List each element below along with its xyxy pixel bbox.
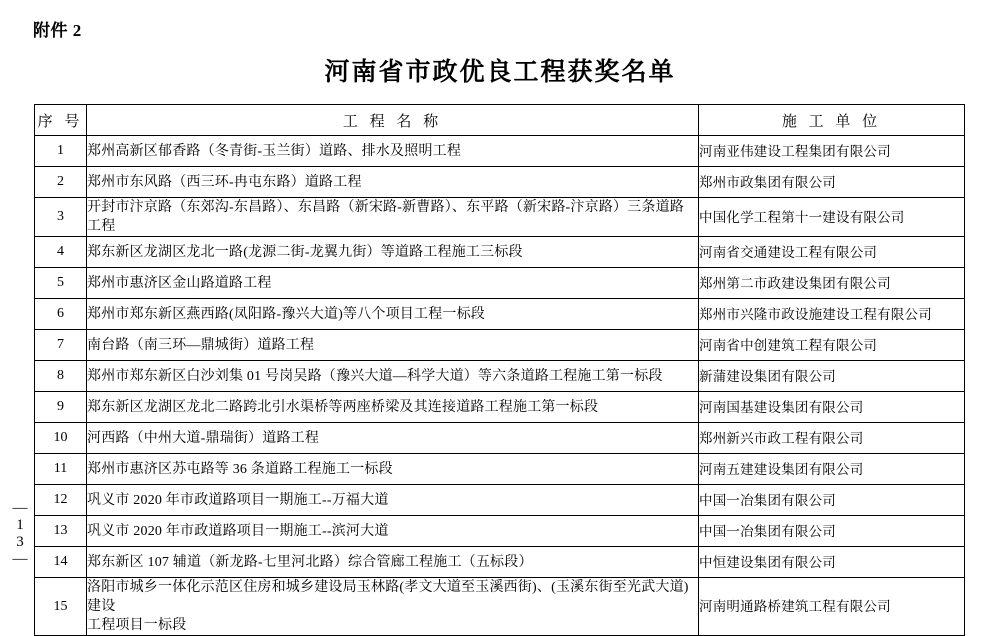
cell-no: 15 [35, 578, 87, 636]
cell-project-name: 河西路（中州大道-鼎瑞街）道路工程 [87, 423, 699, 454]
cell-no: 6 [35, 299, 87, 330]
page-number [6, 500, 34, 568]
table-row [35, 361, 965, 392]
cell-project-name: 郑东新区龙湖区龙北二路跨北引水渠桥等两座桥梁及其连接道路工程施工第一标段 [87, 392, 699, 423]
cell-no: 5 [35, 268, 87, 299]
cell-no: 9 [35, 392, 87, 423]
table-row [35, 299, 965, 330]
table-row [35, 423, 965, 454]
cell-construction-unit: 河南五建建设集团有限公司 [699, 454, 965, 485]
column-header-no: 序 号 [35, 105, 87, 136]
cell-project-name-line: 洛阳市城乡一体化示范区住房和城乡建设局玉林路(孝文大道至玉溪西街)、(玉溪东街至光武大道)建设 [87, 580, 689, 614]
cell-construction-unit: 中国化学工程第十一建设有限公司 [699, 198, 965, 237]
page-number-char-1: — [12, 500, 28, 516]
page-number-char-3: 3 [16, 534, 24, 550]
cell-no: 3 [35, 198, 87, 237]
cell-construction-unit: 河南亚伟建设工程集团有限公司 [699, 136, 965, 167]
cell-project-name: 郑东新区 107 辅道（新龙路-七里河北路）综合管廊工程施工（五标段） [87, 547, 699, 578]
cell-project-name: 开封市汴京路（东郊沟-东昌路）、东昌路（新宋路-新曹路）、东平路（新宋路-汴京路）三条道路工程 [87, 198, 699, 237]
table-row [35, 268, 965, 299]
cell-construction-unit: 郑州第二市政建设集团有限公司 [699, 268, 965, 299]
table-body [35, 136, 965, 636]
cell-no: 10 [35, 423, 87, 454]
page-number-char-4: — [12, 551, 28, 567]
cell-construction-unit: 河南省中创建筑工程有限公司 [699, 330, 965, 361]
table-row [35, 136, 965, 167]
table-row [35, 485, 965, 516]
cell-project-name: 郑州市郑东新区白沙刘集 01 号岗吴路（豫兴大道—科学大道）等六条道路工程施工第一标段 [87, 361, 699, 392]
cell-no: 14 [35, 547, 87, 578]
cell-construction-unit: 中国一冶集团有限公司 [699, 516, 965, 547]
cell-project-name: 郑州高新区郁香路（冬青街-玉兰街）道路、排水及照明工程 [87, 136, 699, 167]
cell-construction-unit: 郑州市兴隆市政设施建设工程有限公司 [699, 299, 965, 330]
cell-project-name: 郑东新区龙湖区龙北一路(龙源二街-龙翼九街）等道路工程施工三标段 [87, 237, 699, 268]
cell-construction-unit: 郑州新兴市政工程有限公司 [699, 423, 965, 454]
table-row [35, 198, 965, 237]
cell-project-name: 郑州市东风路（西三环-冉屯东路）道路工程 [87, 167, 699, 198]
cell-project-name: 郑州市惠济区苏屯路等 36 条道路工程施工一标段 [87, 454, 699, 485]
cell-construction-unit: 河南明通路桥建筑工程有限公司 [699, 578, 965, 636]
cell-construction-unit: 河南国基建设集团有限公司 [699, 392, 965, 423]
column-header-construction-unit: 施 工 单 位 [699, 105, 965, 136]
cell-project-name: 郑州市惠济区金山路道路工程 [87, 268, 699, 299]
cell-project-name: 巩义市 2020 年市政道路项目一期施工--滨河大道 [87, 516, 699, 547]
cell-project-name-line: 工程项目一标段 [87, 618, 187, 633]
cell-construction-unit: 郑州市政集团有限公司 [699, 167, 965, 198]
cell-no: 4 [35, 237, 87, 268]
cell-no: 12 [35, 485, 87, 516]
cell-no: 2 [35, 167, 87, 198]
cell-project-name: 巩义市 2020 年市政道路项目一期施工--万福大道 [87, 485, 699, 516]
page-number-char-2: 1 [16, 517, 24, 533]
table-row [35, 454, 965, 485]
table-row [35, 237, 965, 268]
cell-no: 1 [35, 136, 87, 167]
table-row [35, 167, 965, 198]
cell-no: 11 [35, 454, 87, 485]
attachment-label: 附件 2 [33, 21, 82, 40]
page-title: 河南省市政优良工程获奖名单 [324, 59, 676, 86]
table-header [35, 105, 965, 136]
cell-no: 8 [35, 361, 87, 392]
cell-project-name: 郑州市郑东新区燕西路(凤阳路-豫兴大道)等八个项目工程一标段 [87, 299, 699, 330]
cell-construction-unit: 河南省交通建设工程有限公司 [699, 237, 965, 268]
table-row [35, 330, 965, 361]
table-row [35, 516, 965, 547]
cell-no: 13 [35, 516, 87, 547]
table-header-row [35, 105, 965, 136]
cell-construction-unit: 新蒲建设集团有限公司 [699, 361, 965, 392]
cell-construction-unit: 中恒建设集团有限公司 [699, 547, 965, 578]
table-row [35, 392, 965, 423]
column-header-project-name: 工 程 名 称 [87, 105, 699, 136]
cell-project-name: 南台路（南三环—鼎城街）道路工程 [87, 330, 699, 361]
cell-no: 7 [35, 330, 87, 361]
table-row [35, 547, 965, 578]
cell-construction-unit: 中国一冶集团有限公司 [699, 485, 965, 516]
award-list-table [34, 104, 965, 636]
